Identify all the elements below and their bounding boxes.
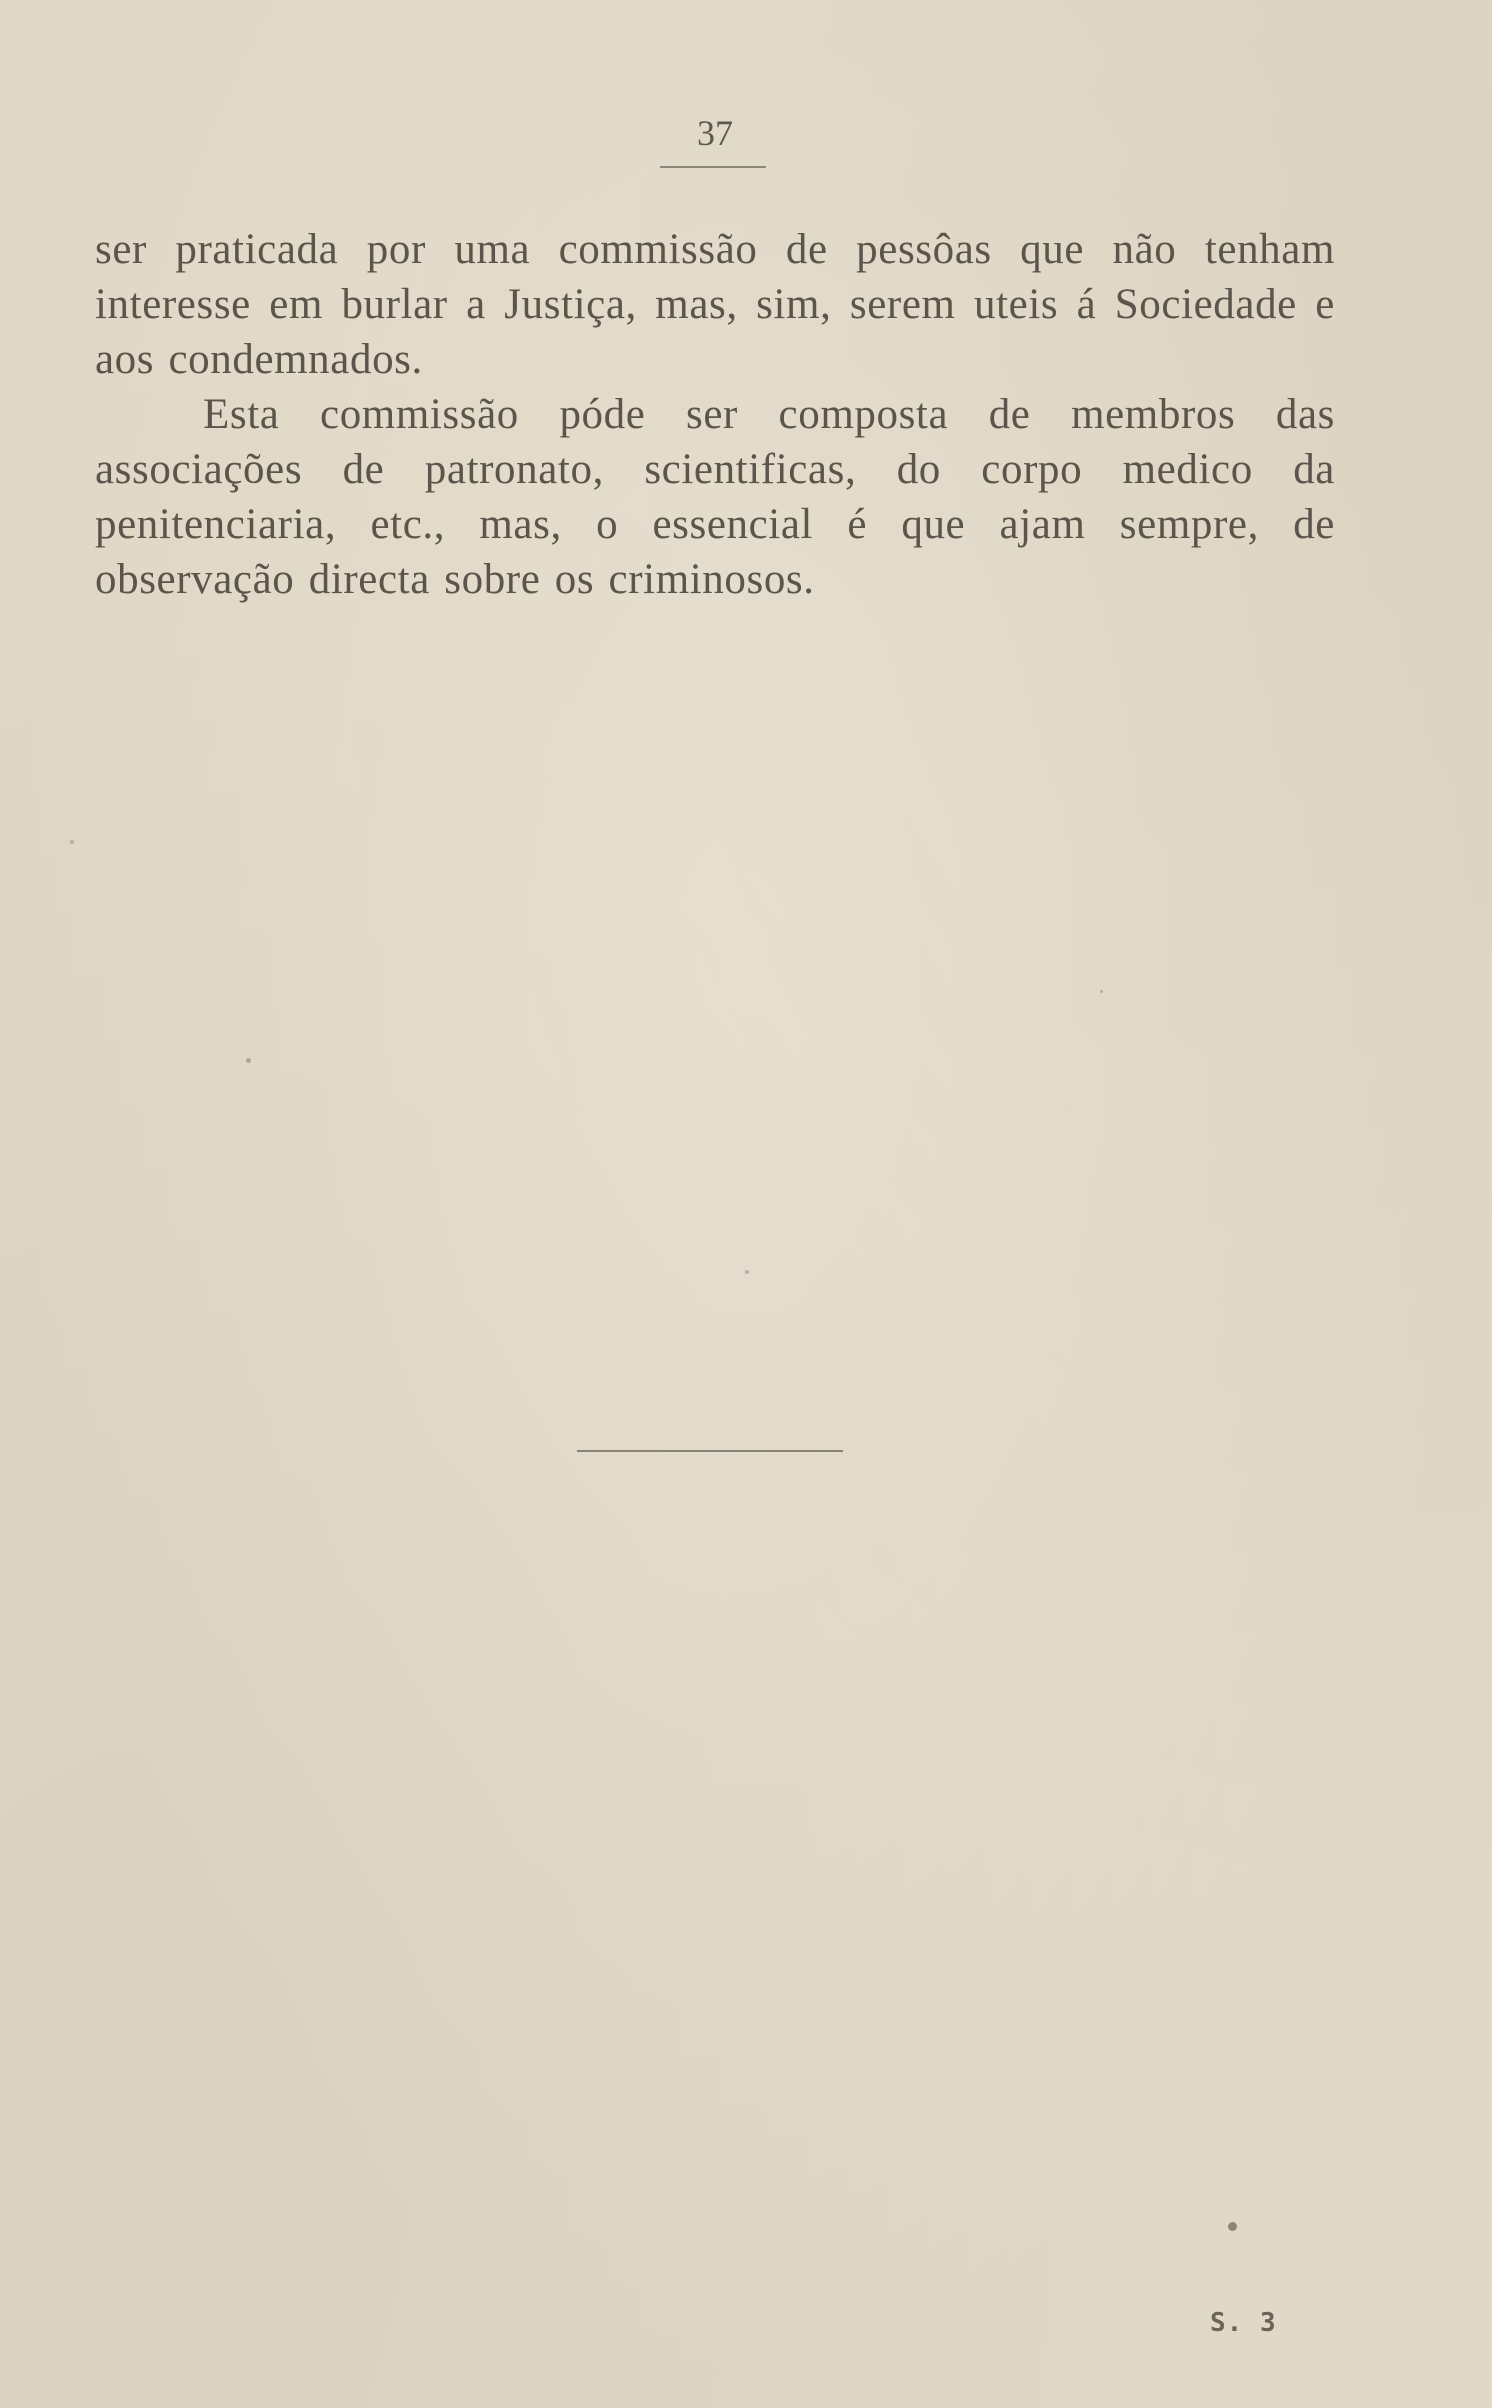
paper-speck xyxy=(1228,2222,1237,2231)
paper-speck xyxy=(745,1270,749,1274)
paper-speck xyxy=(1100,990,1103,993)
page-number-underline xyxy=(660,166,766,168)
paragraph-continuation: ser praticada por uma commissão de pessôas que não tenham interesse em burlar a Justiça, mas, sim, serem uteis á Sociedade e aos condemnados. xyxy=(95,226,1335,383)
paper-speck xyxy=(70,840,74,844)
printer-signature-mark: S. 3 xyxy=(1210,2308,1277,2338)
paragraph-commission: Esta commissão póde ser composta de membros das associações de patronato, scientificas, do corpo medico da penitenciaria, etc., mas, o essencial é que ajam sempre, de observação directa sobre os criminosos. xyxy=(95,391,1335,603)
page-number: 37 xyxy=(697,113,733,153)
body-text xyxy=(95,222,1335,607)
section-end-rule xyxy=(577,1450,843,1452)
paper-speck xyxy=(246,1058,251,1063)
